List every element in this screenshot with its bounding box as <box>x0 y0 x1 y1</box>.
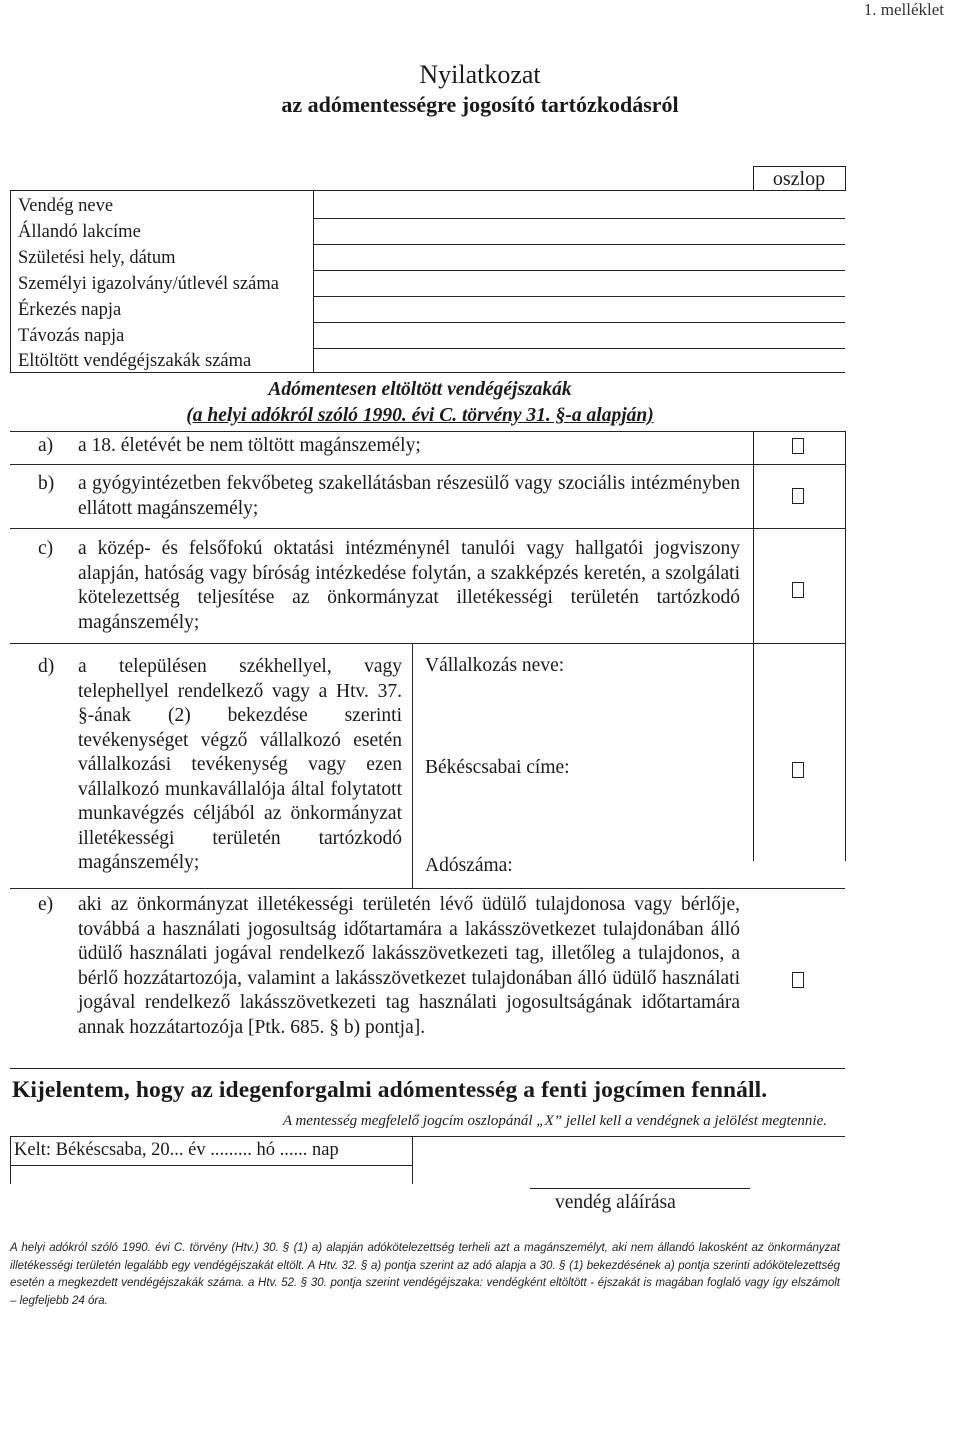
item-d-letter: d) <box>38 656 55 677</box>
id-number-label: Személyi igazolvány/útlevél száma <box>18 274 279 294</box>
item-a-text: a 18. életévét be nem töltött magánszemély; <box>78 435 421 456</box>
item-e-checkbox[interactable] <box>792 972 804 988</box>
footer-legal-note: A helyi adókról szóló 1990. évi C. törvény (Htv.) 30. § (1) a) alapján adókötelezettség terheli azt a magánszemélyt, aki nem állandó lakosként az önkormányzat illetékességi területén legalább egy vendégéjszakát eltölt. A Htv. 32. § a) pontja szerint az adó alapja a 30. § (1) bekezdésének a) pontja szerinti adókötelezettség esetén a megkezdett vendégéjszakák száma. a Htv. 52. § 30. pontja szerint vendégéjszaka: vendégként eltöltött - éjszakát is magában foglaló vagy így elszámolt – legfeljebb 24 óra. <box>10 1242 840 1307</box>
exempt-heading-law: (a helyi adókról szóló 1990. évi C. törvény 31. §-a alapján) <box>186 405 654 426</box>
business-address-label: Békéscsabai címe: <box>425 757 570 778</box>
date-place-line: Kelt: Békéscsaba, 20... év ......... hó ...... nap <box>14 1140 339 1160</box>
guest-signature-label: vendég aláírása <box>555 1192 676 1213</box>
departure-date-label: Távozás napja <box>18 326 125 346</box>
item-e-text: aki az önkormányzat illetékességi területén lévő üdülő tulajdonosa vagy bérlője, továbbá a használati jogosultság időtartamára a lakásszövetkezet tulajdonában álló üdülő használati jogával rendelkező lakásszövetkezeti tag, illetőleg a tulajdonos, a bérlő hozzátartozója, valamint a lakásszövetkezet tulajdonában álló üdülő használati jogával rendelkező lakásszövetkezeti tag használati jogosultságának időtartamára annak hozzátartozója [Ptk. 685. § b) pontja]. <box>78 894 740 1038</box>
item-a-checkbox[interactable] <box>792 438 804 454</box>
birth-place-date-label: Születési hely, dátum <box>18 248 176 268</box>
item-b-text: a gyógyintézetben fekvőbeteg szakellátásban részesülő vagy szociális intézményben ellátott magánszemély; <box>78 473 740 519</box>
nights-count-label: Eltöltött vendégéjszakák száma <box>18 351 252 371</box>
annex-label: 1. melléklet <box>863 0 944 19</box>
business-name-label: Vállalkozás neve: <box>425 655 565 676</box>
business-tax-label: Adószáma: <box>425 855 513 876</box>
item-d-text: a településen székhellyel, vagy telephellyel rendelkező vagy a Htv. 37. §-ának (2) bekezdése szerinti tevékenységet végző vállalkozó esetén vállalkozási tevékenység vagy ezen vállalkozó munkavállalója által folytatott munkavégzés céljából az önkormányzat illetékességi területén tartózkodó magánszemély; <box>78 656 402 873</box>
item-e-letter: e) <box>38 894 54 915</box>
item-c-text: a közép- és felsőfokú oktatási intézménynél tanulói vagy hallgatói jogviszony alapján, hatóság vagy bíróság intézkedése folytán, a szakképzés keretén, a szolgálati kötelezettség teljesítése az önkormányzat illetékességi területén tartózkodó magánszemély; <box>78 538 740 633</box>
item-a-letter: a) <box>38 435 54 456</box>
item-b-checkbox[interactable] <box>792 488 804 504</box>
arrival-date-label: Érkezés napja <box>18 300 122 320</box>
column-header: oszlop <box>772 168 826 190</box>
item-d-checkbox[interactable] <box>792 762 804 778</box>
guest-name-label: Vendég neve <box>18 196 114 216</box>
instruction-note: A mentesség megfelelő jogcím oszlopánál „X” jellel kell a vendégnek a jelölést megtennie. <box>282 1113 827 1129</box>
permanent-address-label: Állandó lakcíme <box>18 222 141 242</box>
item-c-letter: c) <box>38 538 54 559</box>
exempt-heading: Adómentesen eltöltött vendégéjszakák <box>268 379 572 400</box>
item-b-letter: b) <box>38 473 55 494</box>
item-c-checkbox[interactable] <box>792 582 804 598</box>
declaration-text: Kijelentem, hogy az idegenforgalmi adómentesség a fenti jogcímen fennáll. <box>12 1077 768 1103</box>
page-subtitle: az adómentességre jogosító tartózkodásról <box>281 92 679 117</box>
page-title: Nyilatkozat <box>419 60 541 89</box>
